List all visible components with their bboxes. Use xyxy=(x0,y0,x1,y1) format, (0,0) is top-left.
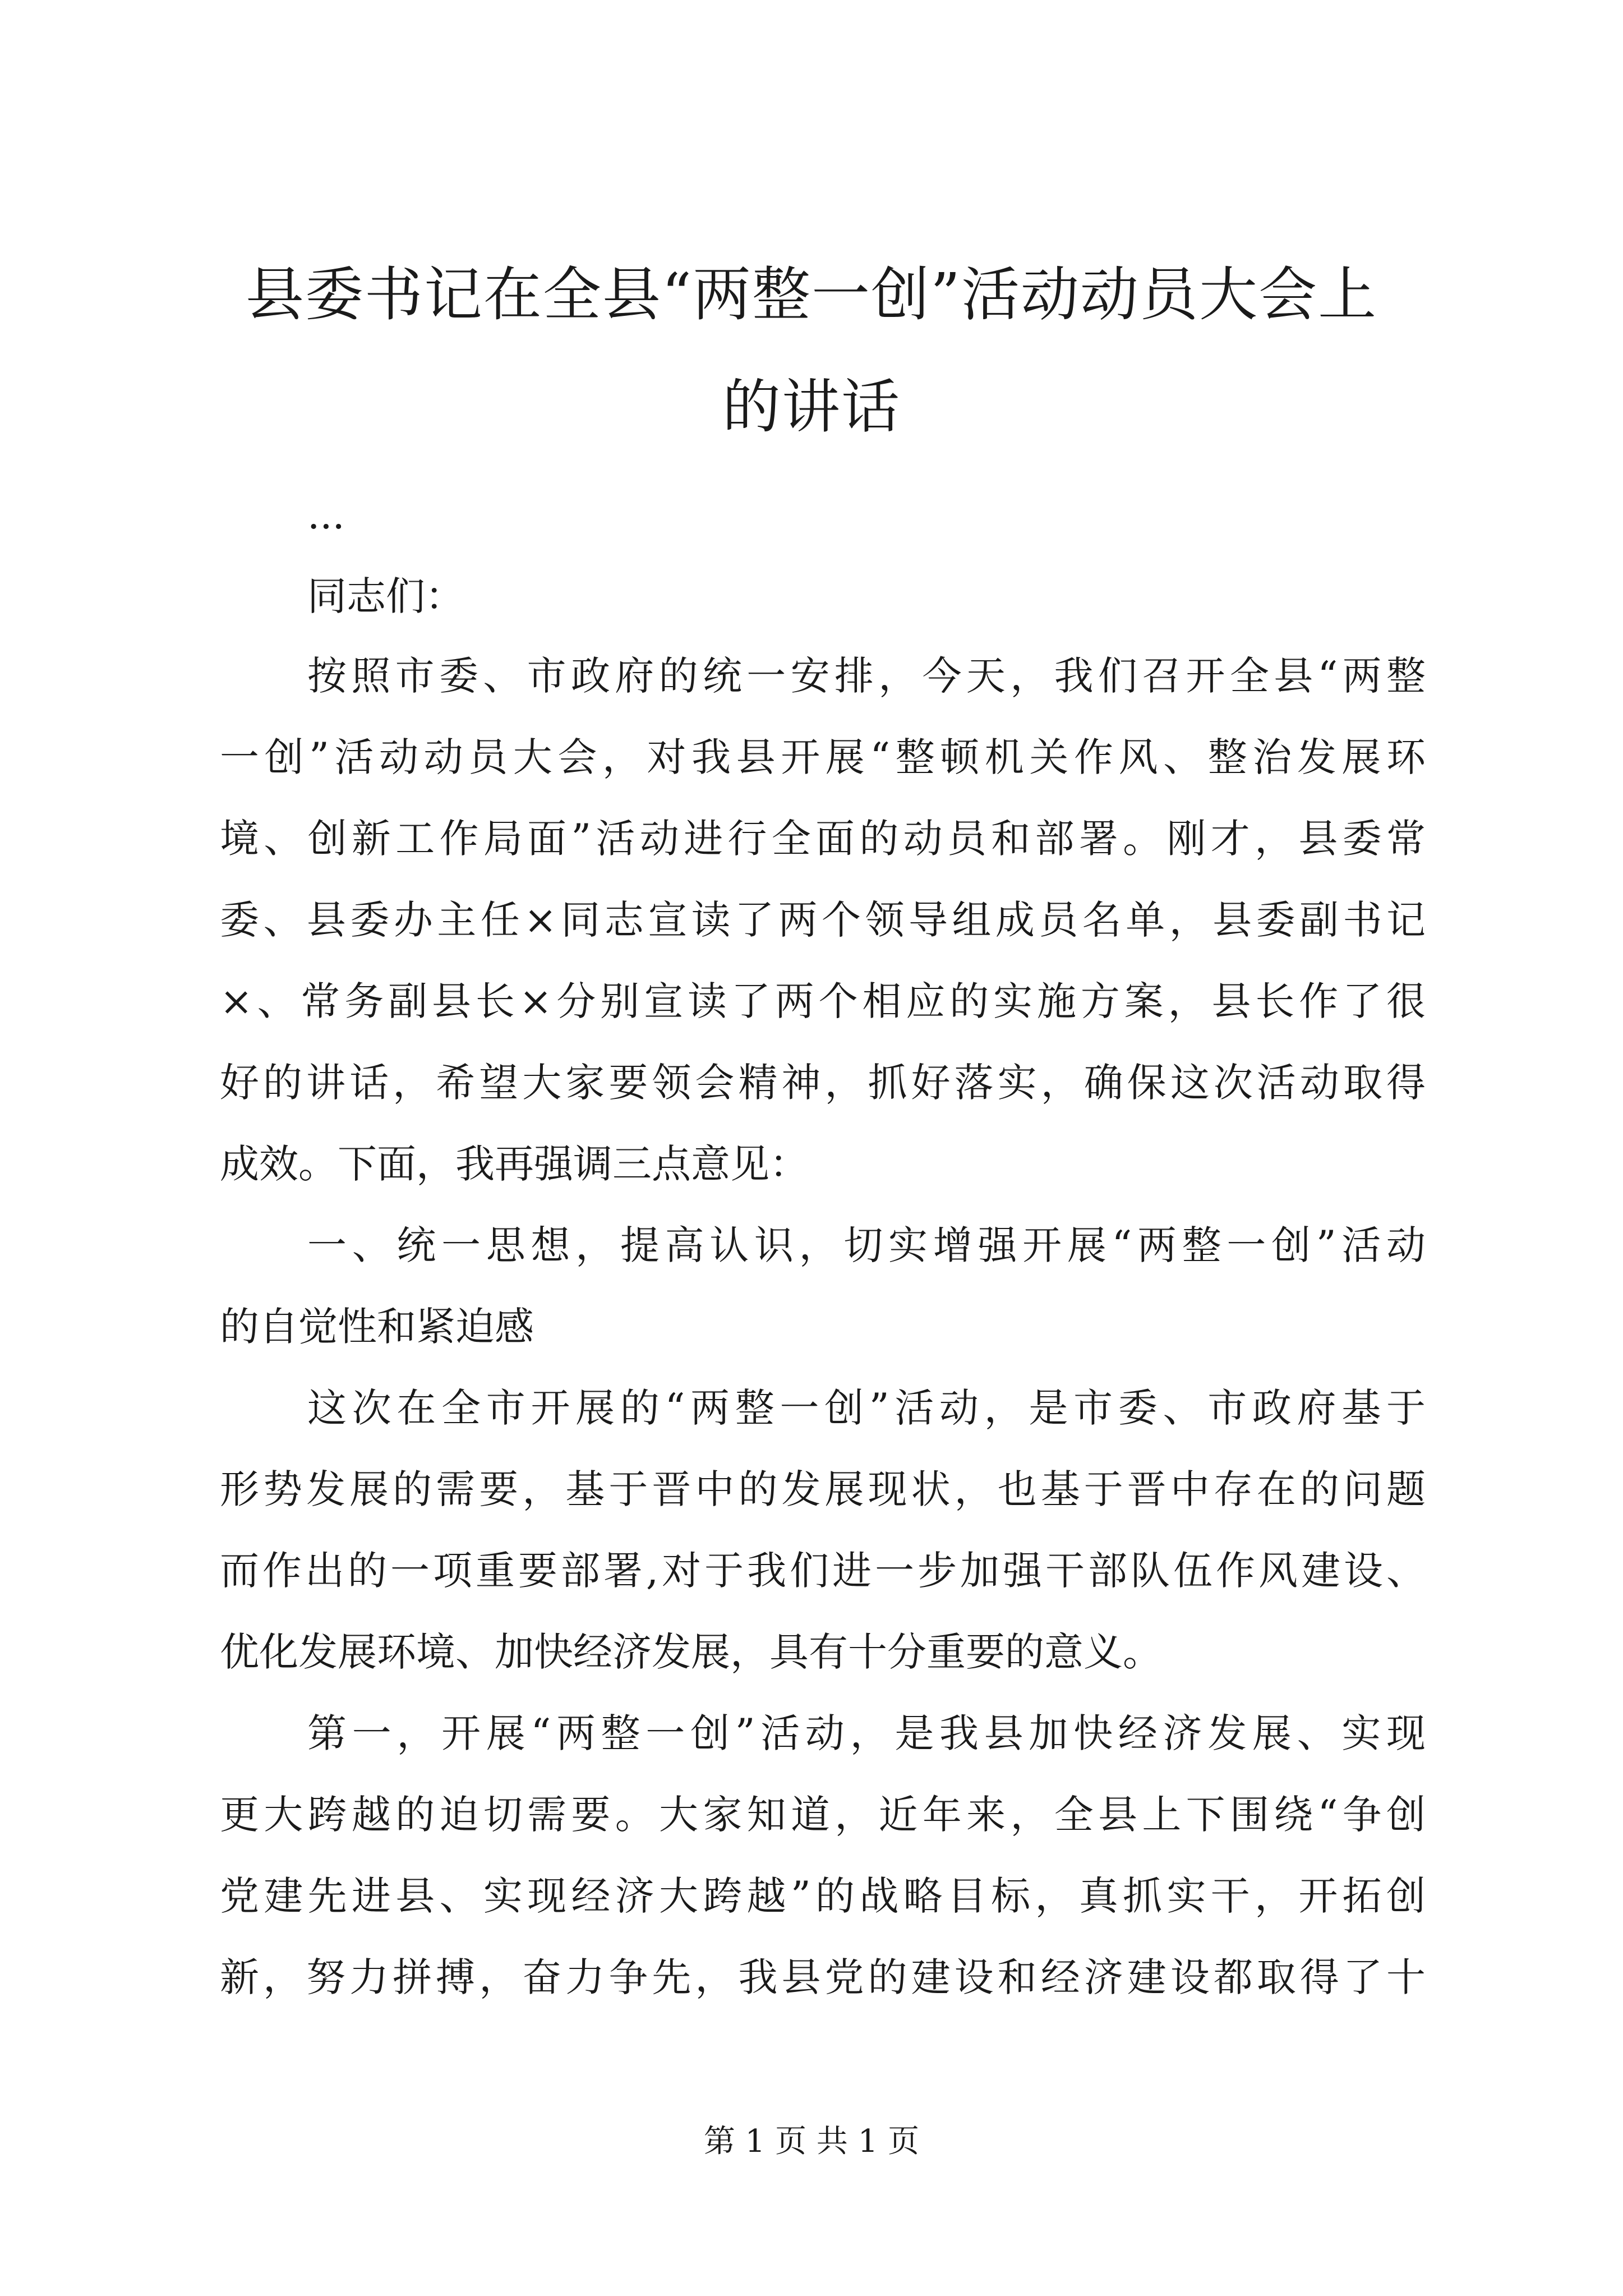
page-number-footer: 第 1 页 共 1 页 xyxy=(703,2123,920,2160)
section-heading-line: 的自觉性和紧迫感 xyxy=(220,1304,534,1350)
paragraph-line: 成效。下面，我再强调三点意见： xyxy=(220,1141,809,1187)
paragraph-line: 党建先进县、实现经济大跨越”的战略目标，真抓实干，开拓创 xyxy=(220,1873,1426,1919)
paragraph-line: 而作出的一项重要部署,对于我们进一步加强干部队伍作风建设、 xyxy=(220,1548,1426,1594)
paragraph-line: 优化发展环境、加快经济发展，具有十分重要的意义。 xyxy=(220,1629,1162,1675)
paragraph-line: 按照市委、市政府的统一安排，今天，我们召开全县“两整 xyxy=(307,653,1426,699)
paragraph-line: ×、常务副县长×分别宣读了两个相应的实施方案，县长作了很 xyxy=(220,978,1426,1024)
paragraph-line: 一创”活动动员大会，对我县开展“整顿机关作风、整治发展环 xyxy=(220,734,1426,780)
paragraph-line: 第一，开展“两整一创”活动，是我县加快经济发展、实现 xyxy=(307,1710,1426,1756)
paragraph-line: 形势发展的需要，基于晋中的发展现状，也基于晋中存在的问题 xyxy=(220,1466,1426,1512)
section-heading-line: 一、统一思想，提高认识，切实增强开展“两整一创”活动 xyxy=(307,1222,1426,1268)
paragraph-line: 好的讲话，希望大家要领会精神，抓好落实，确保这次活动取得 xyxy=(220,1060,1426,1106)
document-title-line-2: 的讲话 xyxy=(722,372,901,441)
paragraph-line: 境、创新工作局面”活动进行全面的动员和部署。刚才，县委常 xyxy=(220,816,1426,862)
paragraph-line: 委、县委办主任×同志宣读了两个领导组成员名单，县委副书记 xyxy=(220,897,1426,943)
document-title-line-1: 县委书记在全县“两整一创”活动动员大会上 xyxy=(245,260,1378,329)
paragraph-line: 这次在全市开展的“两整一创”活动，是市委、市政府基于 xyxy=(307,1385,1426,1431)
paragraph-line: 新，努力拼搏，奋力争先，我县党的建设和经济建设都取得了十 xyxy=(220,1954,1426,2000)
ellipsis-line: ... xyxy=(307,492,345,538)
salutation: 同志们： xyxy=(307,573,464,619)
paragraph-line: 更大跨越的迫切需要。大家知道，近年来，全县上下围绕“争创 xyxy=(220,1792,1426,1838)
